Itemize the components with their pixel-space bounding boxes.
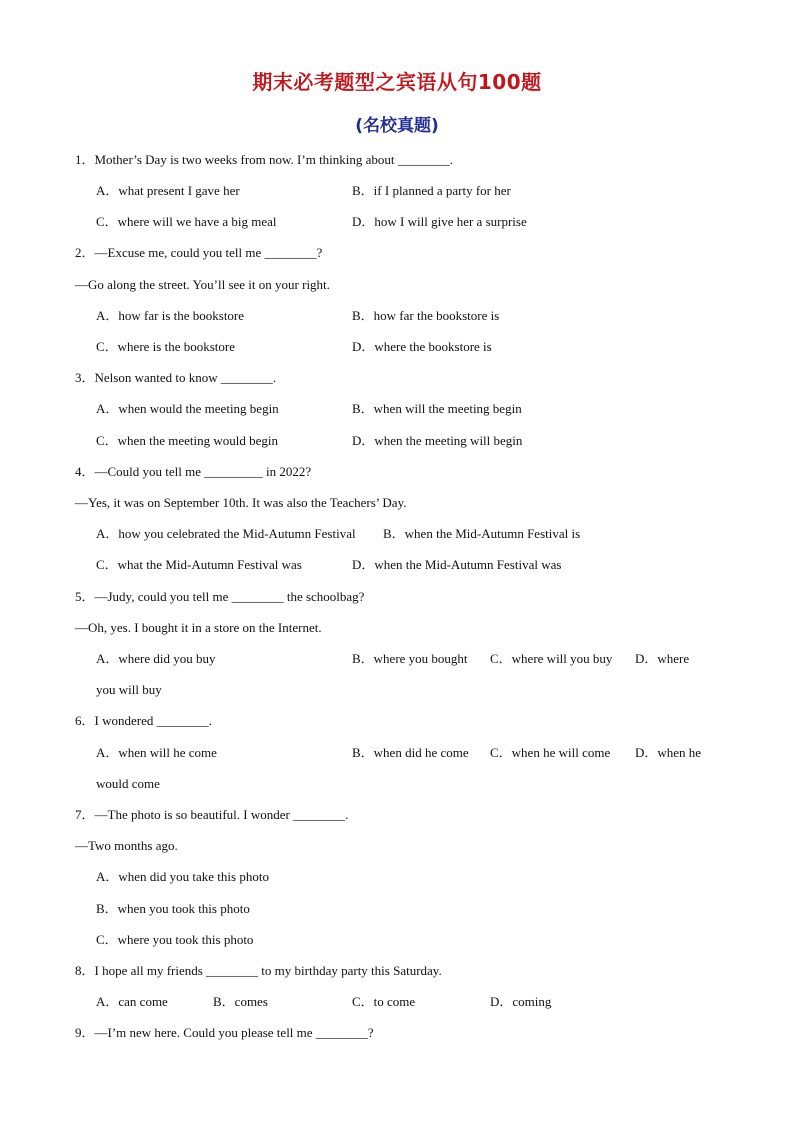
question-6-option-c: C．when he will come bbox=[490, 745, 611, 760]
question-6-option-a: A．when will he come bbox=[96, 745, 217, 760]
question-2-stem: 2．—Excuse me, could you tell me ________? bbox=[75, 245, 323, 260]
question-7-option-c: C．where you took this photo bbox=[96, 932, 254, 947]
question-9-stem: 9．—I’m new here. Could you please tell me ________? bbox=[75, 1025, 374, 1040]
question-4-stem: 4．—Could you tell me _________ in 2022? bbox=[75, 464, 312, 479]
question-2-option-d: D．where the bookstore is bbox=[352, 339, 492, 354]
page-title: 期末必考题型之宾语从句100题 bbox=[252, 70, 542, 94]
question-1-option-c: C．where will we have a big meal bbox=[96, 214, 277, 229]
question-5-dialog: —Oh, yes. I bought it in a store on the Internet. bbox=[75, 620, 322, 635]
question-4-dialog: —Yes, it was on September 10th. It was also the Teachers’ Day. bbox=[75, 495, 407, 510]
question-5-option-d-continued: you will buy bbox=[96, 682, 162, 697]
question-1-option-b: B．if I planned a party for her bbox=[352, 183, 511, 198]
question-5-option-d: D．where bbox=[635, 651, 690, 666]
question-2-option-b: B．how far the bookstore is bbox=[352, 308, 500, 323]
question-8-option-d: D．coming bbox=[490, 994, 552, 1009]
question-5-stem: 5．—Judy, could you tell me ________ the schoolbag? bbox=[75, 589, 365, 604]
question-7-stem: 7．—The photo is so beautiful. I wonder ________. bbox=[75, 807, 349, 822]
question-1-stem: 1．Mother’s Day is two weeks from now. I’m thinking about ________. bbox=[75, 152, 454, 167]
question-5-option-a: A．where did you buy bbox=[96, 651, 216, 666]
question-2-dialog: —Go along the street. You’ll see it on your right. bbox=[75, 277, 330, 292]
question-6-option-d: D．when he bbox=[635, 745, 702, 760]
question-6-option-d-continued: would come bbox=[96, 776, 160, 791]
question-1-option-a: A．what present I gave her bbox=[96, 183, 240, 198]
question-6-option-b: B．when did he come bbox=[352, 745, 469, 760]
question-7-option-a: A．when did you take this photo bbox=[96, 869, 269, 884]
question-5-option-c: C．where will you buy bbox=[490, 651, 613, 666]
question-4-option-d: D．when the Mid-Autumn Festival was bbox=[352, 557, 562, 572]
question-8-option-b: B．comes bbox=[213, 994, 268, 1009]
question-4-option-c: C．what the Mid-Autumn Festival was bbox=[96, 557, 302, 572]
question-8-option-a: A．can come bbox=[96, 994, 168, 1009]
question-4-option-a: A．how you celebrated the Mid-Autumn Festival bbox=[96, 526, 356, 541]
page-subtitle: (名校真题) bbox=[355, 116, 439, 136]
question-1-option-d: D．how I will give her a surprise bbox=[352, 214, 527, 229]
question-2-option-a: A．how far is the bookstore bbox=[96, 308, 245, 323]
question-8-stem: 8．I hope all my friends ________ to my birthday party this Saturday. bbox=[75, 963, 442, 978]
question-6-stem: 6．I wondered ________. bbox=[75, 713, 212, 728]
question-4-option-b: B．when the Mid-Autumn Festival is bbox=[383, 526, 581, 541]
question-7-dialog: —Two months ago. bbox=[75, 838, 178, 853]
question-2-option-c: C．where is the bookstore bbox=[96, 339, 236, 354]
question-3-stem: 3．Nelson wanted to know ________. bbox=[75, 370, 277, 385]
question-3-option-a: A．when would the meeting begin bbox=[96, 401, 279, 416]
question-3-option-d: D．when the meeting will begin bbox=[352, 433, 523, 448]
question-7-option-b: B．when you took this photo bbox=[96, 901, 250, 916]
question-5-option-b: B．where you bought bbox=[352, 651, 468, 666]
question-8-option-c: C．to come bbox=[352, 994, 416, 1009]
question-3-option-c: C．when the meeting would begin bbox=[96, 433, 278, 448]
question-3-option-b: B．when will the meeting begin bbox=[352, 401, 522, 416]
